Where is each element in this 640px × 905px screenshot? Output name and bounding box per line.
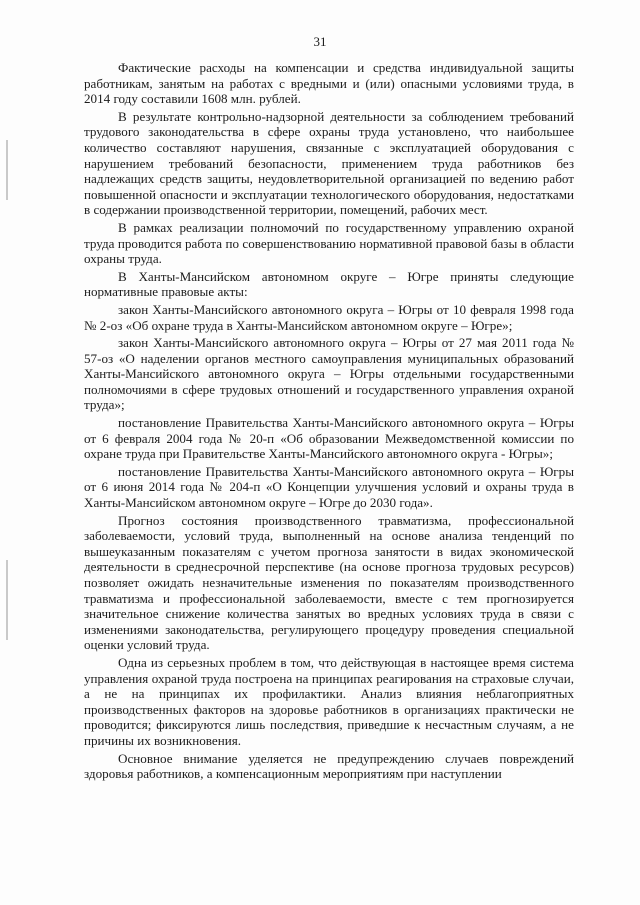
paragraph-expenses: Фактические расходы на компенсации и средства индивидуальной защиты работникам, занятым на работах с вредными и (или) опасными условиями труда, в 2014 году составили 1608 млн. рублей.: [84, 60, 574, 107]
paragraph-resolution-2004: постановление Правительства Ханты-Мансийского автономного округа – Югры от 6 февраля 2004 года № 20-п «Об образовании Межведомственной комиссии по охране труда при Правительстве Ханты-Мансийского автономного округа - Югры»;: [84, 415, 574, 462]
paragraph-forecast: Прогноз состояния производственного травматизма, профессиональной заболеваемости, условий труда, выполненный на основе анализа тенденций по вышеуказанным показателям с учетом прогноза занятости в видах экономической деятельности в среднесрочной перспективе (на основе прогноза трудовых ресурсов) позволяет ожидать незначительные изменения по показателям производственного травматизма и профессиональной заболеваемости, вместе с тем прогнозируется значительное снижение количества занятых во вредных условиях труда в связи с изменениями законодательства, регулирующего процедуру проведения специальной оценки условий труда.: [84, 512, 574, 653]
scan-edge-mark: [6, 560, 8, 640]
scan-edge-mark: [6, 140, 8, 200]
paragraph-problem: Одна из серьезных проблем в том, что действующая в настоящее время система управления охраной труда построена на принципах реагирования на страховые случаи, а не на принципах их профилактики. Анализ влияния неблагоприятных производственных факторов на здоровье работников в организациях практически не проводится; фиксируются лишь последствия, приведшие к несчастным случаям, а не причины их возникновения.: [84, 654, 574, 748]
paragraph-acts-intro: В Ханты-Мансийском автономном округе – Югре приняты следующие нормативные правовые акты:: [84, 268, 574, 300]
body-text: [84, 60, 574, 784]
page-number: 31: [313, 34, 327, 49]
paragraph-law-1998: закон Ханты-Мансийского автономного округа – Югры от 10 февраля 1998 года № 2-оз «Об охране труда в Ханты-Мансийском автономном округе – Югре»;: [84, 301, 574, 333]
paragraph-focus: Основное внимание уделяется не предупреждению случаев повреждений здоровья работников, а компенсационным мероприятиям при наступлении: [84, 750, 574, 782]
paragraph-law-2011: закон Ханты-Мансийского автономного округа – Югры от 27 мая 2011 года № 57-оз «О наделении органов местного самоуправления муниципальных образований Ханты-Мансийского автономного округа – Югры отдельными государственными полномочиями в сфере трудовых отношений и государственного управления охраной труда»;: [84, 335, 574, 413]
paragraph-regulatory-work: В рамках реализации полномочий по государственному управлению охраной труда проводится работа по совершенствованию нормативной правовой базы в области охраны труда.: [84, 219, 574, 267]
paragraph-inspection-results: В результате контрольно-надзорной деятельности за соблюдением требований трудового законодательства в сфере охраны труда установлено, что наибольшее количество составляют нарушения, связанные с эксплуатацией оборудования с нарушением требований безопасности, применением труда работников без надлежащих средств защиты, неудовлетворительной организацией по ведению работ повышенной опасности и эксплуатации технологического оборудования, недостатками в содержании производственной территории, помещений, рабочих мест.: [84, 108, 574, 218]
paragraph-resolution-2014: постановление Правительства Ханты-Мансийского автономного округа – Югры от 6 июня 2014 года № 204-п «О Концепции улучшения условий и охраны труда в Ханты-Мансийском автономном округе – Югре до 2030 года».: [84, 463, 574, 511]
